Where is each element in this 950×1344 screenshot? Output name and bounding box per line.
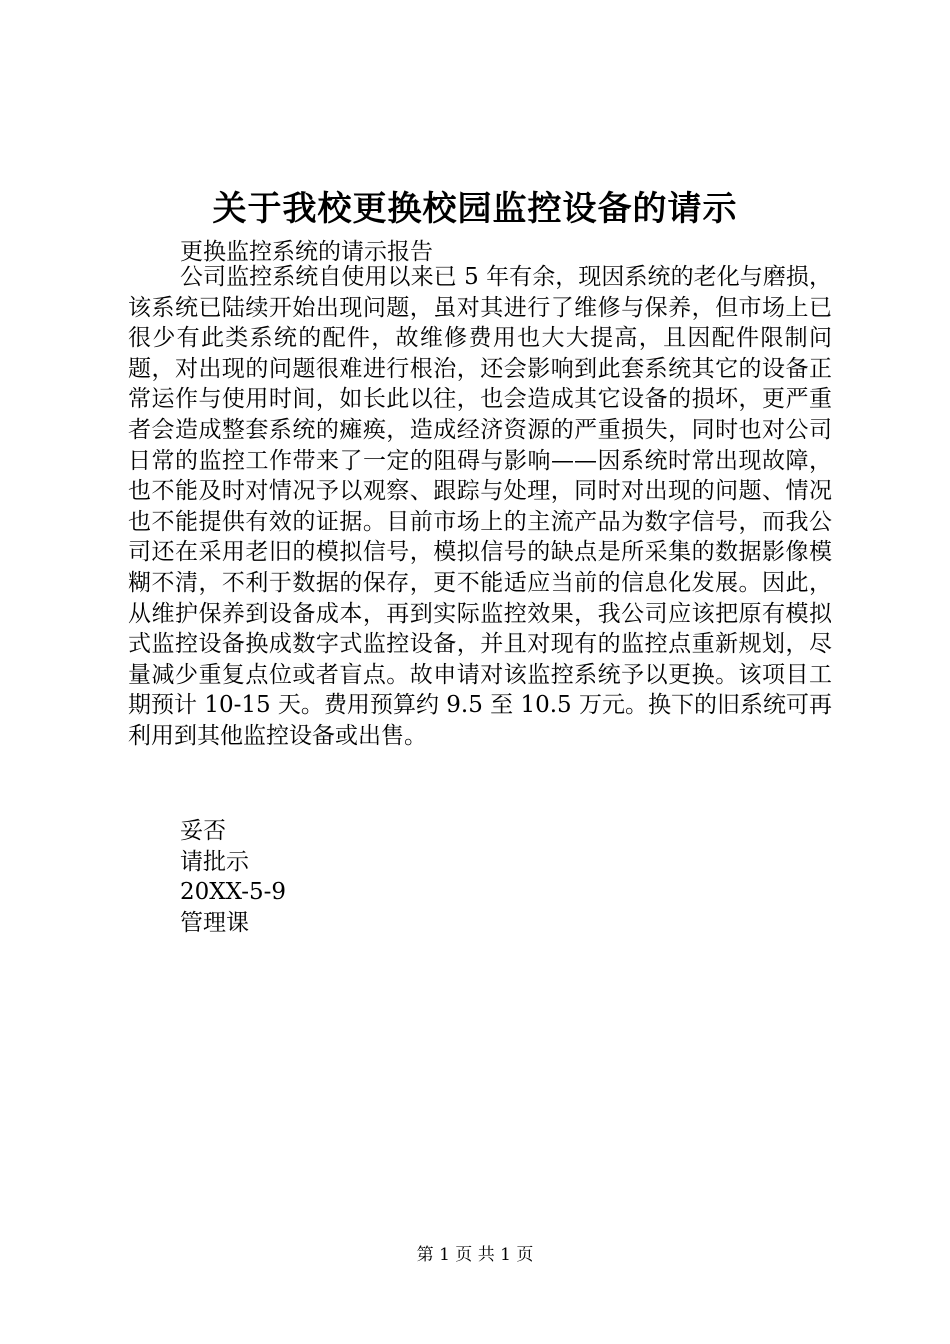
closing-date: 20XX-5-9 [180,879,287,905]
closing-department: 管理课 [180,909,249,936]
closing-line-approval: 妥否 [180,818,226,844]
document-subtitle: 更换监控系统的请示报告 [180,239,433,265]
page-footer: 第 1 页 共 1 页 [416,1245,534,1265]
document-title: 关于我校更换校园监控设备的请示 [212,189,738,229]
closing-block [180,816,286,938]
document-body: 公司监控系统自使用以来已 5 年有余，现因系统的老化与磨损，该系统已陆续开始出现问题，虽对其进行了维修与保养，但市场上已很少有此类系统的配件，故维修费用也大大提高，且因配件限制问题，对出现的问题很难进行根治，还会影响到此套系统其它的设备正常运作与使用时间，如长此以往，也会造成其它设备的损坏，更严重者会造成整套系统的瘫痪，造成经济资源的严重损失，同时也对公司日常的监控工作带来了一定的阻碍与影响——因系统时常出现故障，也不能及时对情况予以观察、跟踪与处理，同时对出现的问题、情况也不能提供有效的证据。目前市场上的主流产品为数字信号，而我公司还在采用老旧的模拟信号，模拟信号的缺点是所采集的数据影像模糊不清，不利于数据的保存，更不能适应当前的信息化发展。因此，从维护保养到设备成本，再到实际监控效果，我公司应该把原有模拟式监控设备换成数字式监控设备，并且对现有的监控点重新规划，尽量减少重复点位或者盲点。故申请对该监控系统予以更换。该项目工期预计 10-15 天。费用预算约 9.5 至 10.5 万元。换下的旧系统可再利用到其他监控设备或出售。 [128,264,832,749]
closing-line-request: 请批示 [180,848,249,875]
